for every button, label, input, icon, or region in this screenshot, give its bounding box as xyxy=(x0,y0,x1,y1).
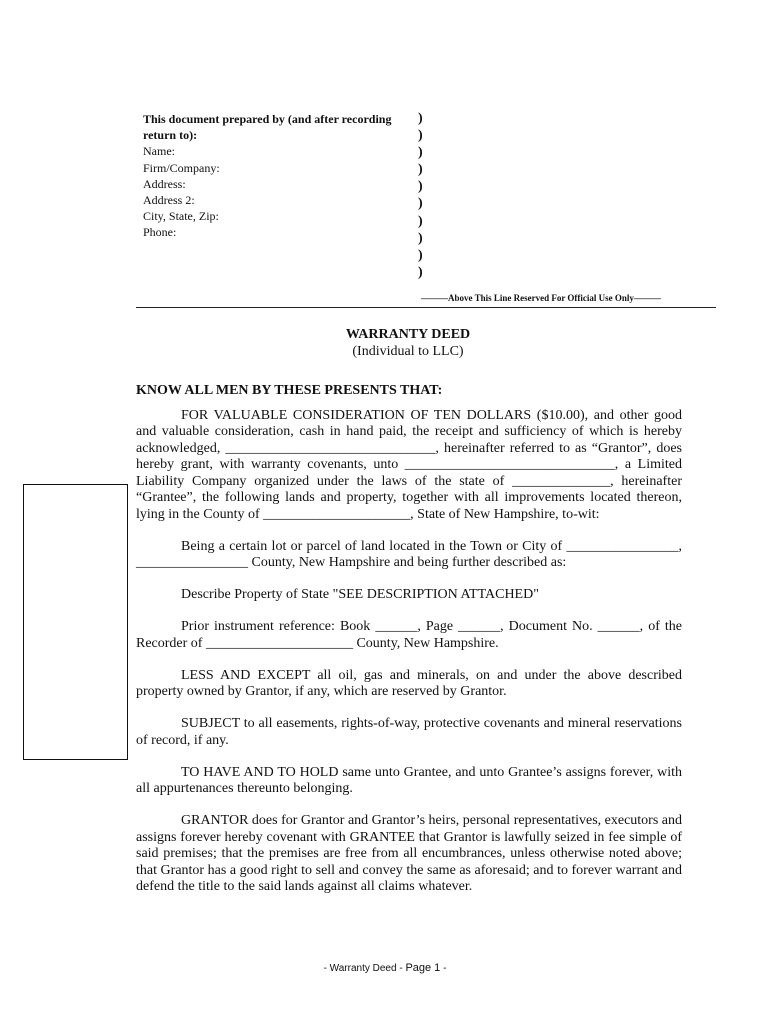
field-address-label: Address: xyxy=(143,176,186,191)
habendum-paragraph: TO HAVE AND TO HOLD same unto Grantee, and unto Grantee’s assigns forever, with all appurtenances thereunto belonging. xyxy=(136,764,682,796)
field-name-label: Name: xyxy=(143,144,175,159)
paren: ) xyxy=(418,213,423,229)
paren: ) xyxy=(418,145,423,161)
paren: ) xyxy=(418,230,423,246)
paren: ) xyxy=(418,111,423,126)
official-use-line: ———Above This Line Reserved For Official Use Only——— xyxy=(421,293,661,303)
footer-label: - Warranty Deed - xyxy=(323,963,406,974)
footer-end: - xyxy=(440,963,447,974)
paren-column xyxy=(418,110,423,281)
page-number: Page 1 xyxy=(405,962,441,974)
prepared-by-return: return to): xyxy=(143,128,198,143)
deed-subtitle: (Individual to LLC) xyxy=(352,344,464,359)
paren: ) xyxy=(418,162,423,178)
paren: ) xyxy=(418,128,423,144)
describe-paragraph: Describe Property of State "SEE DESCRIPTION ATTACHED" xyxy=(181,587,539,602)
subject-paragraph: SUBJECT to all easements, rights-of-way, protective covenants and mineral reservations of record, if any. xyxy=(136,716,682,748)
lot-paragraph: Being a certain lot or parcel of land located in the Town or City of ________________, ________________ County, New Hampshire and being further described as: xyxy=(136,538,682,570)
field-city-state-zip-label: City, State, Zip: xyxy=(143,209,219,224)
page-footer xyxy=(0,962,770,974)
margin-box xyxy=(23,484,128,760)
paren: ) xyxy=(418,179,423,195)
deed-title: WARRANTY DEED xyxy=(345,327,471,342)
less-except-paragraph: LESS AND EXCEPT all oil, gas and minerals, on and under the above described property owned by Grantor, if any, which are reserved by Grantor. xyxy=(136,667,682,699)
covenant-paragraph: GRANTOR does for Grantor and Grantor’s heirs, personal representatives, executors and assigns forever hereby covenant with GRANTEE that Grantor is lawfully seized in fee simple of said premises; that the premises are free from all encumbrances, unless otherwise noted above; that Grantor has a good right to sell and convey the same as aforesaid; and to forever warrant and defend the title to the said lands against all claims whatever. xyxy=(136,813,683,894)
paren: ) xyxy=(418,264,423,280)
prior-instrument-paragraph: Prior instrument reference: Book ______, Page ______, Document No. ______, of the Recorder of _____________________ County, New Hampshire. xyxy=(136,619,682,651)
field-firm-label: Firm/Company: xyxy=(143,160,220,175)
prepared-by-block xyxy=(143,111,423,241)
field-phone-label: Phone: xyxy=(143,225,177,240)
divider xyxy=(136,307,716,308)
deed-body xyxy=(136,383,682,896)
paren: ) xyxy=(418,247,423,263)
prepared-by-title: This document prepared by (and after recording xyxy=(143,112,392,126)
paren: ) xyxy=(418,196,423,212)
consideration-paragraph: FOR VALUABLE CONSIDERATION OF TEN DOLLARS ($10.00), and other good and valuable consideration, cash in hand paid, the receipt and sufficiency of which is hereby acknowledged, ______________________________, hereinafter referred to as “Grantor”, does hereby grant, with warranty covenants, unto ______________________________, a Limited Liability Company organized under the laws of the state of ______________, hereinafter “Grantee”, the following lands and property, together with all improvements located thereon, lying in the County of _____________________, State of New Hampshire, to-wit: xyxy=(136,407,682,522)
deed-title-block xyxy=(136,326,680,360)
presents-heading: KNOW ALL MEN BY THESE PRESENTS THAT: xyxy=(136,383,443,398)
field-address2-label: Address 2: xyxy=(143,193,195,208)
